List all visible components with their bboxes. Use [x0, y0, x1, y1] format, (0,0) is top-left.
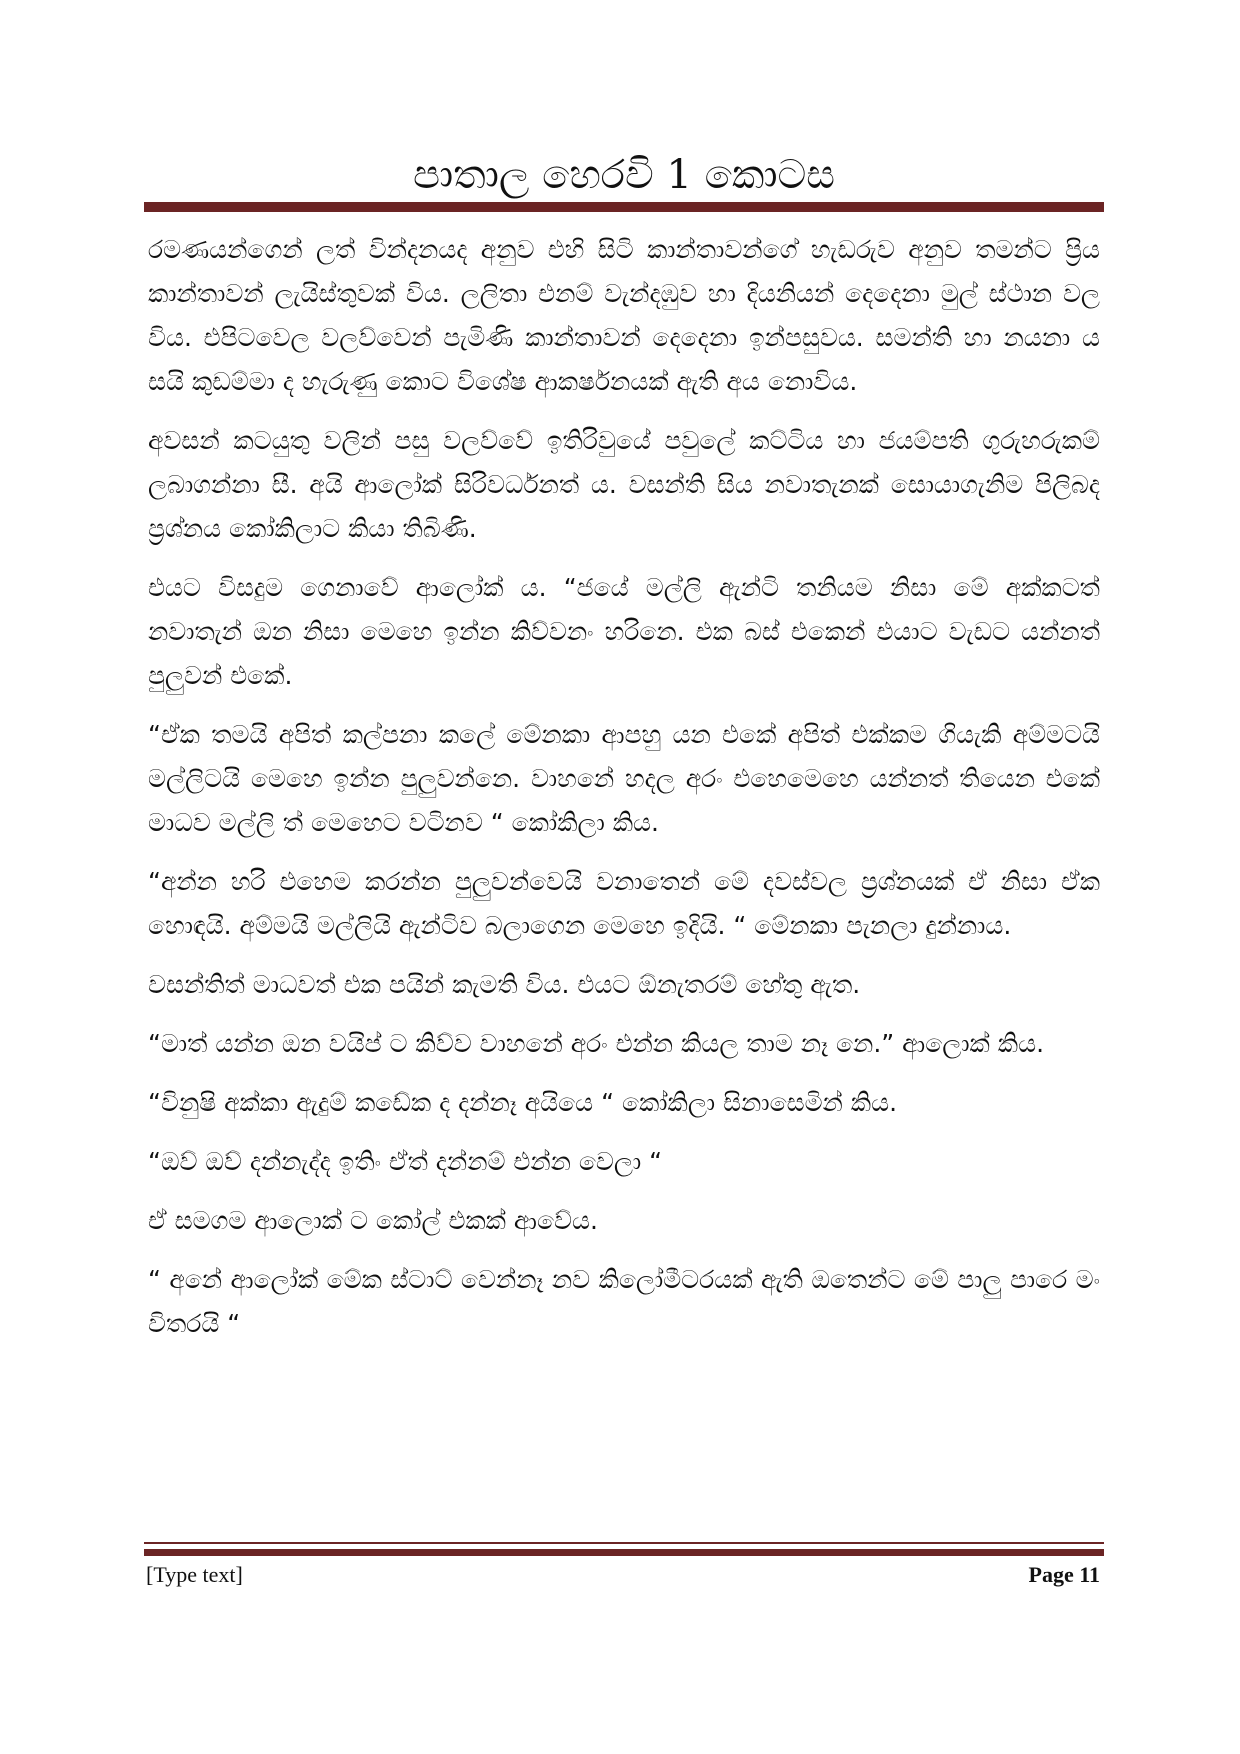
paragraph-7: “මාත් යන්න ඔන වයිප් ට කිව්ව වාහනේ අරං එන්න කියල තාම නෑ නෙ.” ආලොක් කිය.	[148, 1029, 1045, 1058]
header-rule	[144, 202, 1104, 212]
paragraph-1: රමණයන්ගෙන් ලත් වින්දනයද අනුව එහි සිටි කාන්තාවන්ගේ හැඩරුව අනුව තමන්ට ප්‍රිය කාන්තාවන් ලැයිස්තුවක් විය. ලලිතා එනම් වැන්දඹුව හා දියනියන් දෙදෙනා මුල් ස්ථාන වල විය. එපිටවෙල වලව්වෙන් පැමිණි කාන්තාවන් දෙදෙනා ඉන්පසුවය. සමන්ති හා නයනා ය සයි කුඩම්මා ද හැරුණු කොට විශේෂ ආකර්ෂනයක් ඇති අය නොවිය.	[148, 235, 1100, 396]
body-text	[148, 228, 1100, 1518]
paragraph-4: “ඒක තමයි අපිත් කල්පනා කලේ මේනකා ආපහු යන එකේ අපිත් එක්කම ගියැකි අම්මටයි මල්ලිටයි මෙහෙ ඉන්න පුලුවන්නෙ. වාහනේ හදල අරං එහෙමෙහෙ යන්නත් තියෙන එකේ මාධව මල්ලි ත් මෙහෙට වටිනව “ කෝකිලා කිය.	[148, 720, 1100, 837]
page-number: Page 11	[1028, 1562, 1100, 1587]
paragraph-6: වසන්තිත් මාධවත් එක පයින් කැමති විය. එයට ඕනැතරම් හේතු ඇත.	[148, 970, 861, 999]
paragraph-2: අවසන් කටයුතු වලින් පසු වලව්වේ ඉතිරිවුයේ පවුලේ කට්ටිය හා ජයම්පති ගුරුහරුකම් ලබාගන්නා සී. අයි ආලෝක් සිරිවර්ධනත් ය. වසන්ති සිය නවාතැනක් සොයාගැනිම පිලිබද ප්‍රශ්නය කෝකිලාට කියා තිබිණි.	[148, 426, 1100, 543]
footer-placeholder-text: [Type text]	[146, 1562, 243, 1587]
footer-rule-thick	[144, 1549, 1104, 1556]
paragraph-3: එයට විසදුම ගෙනාවේ ආලෝක් ය. “ජයේ මල්ලි ඇන්ටි තනියම නිසා මේ අක්කටත් නවාතැන් ඔන නිසා මෙහෙ ඉන්න කිව්වනං හරිනෙ. එක බස් එකෙන් එයාට වැඩට යන්නත් පුලුවන් එකේ.	[148, 573, 1100, 690]
paragraph-9: “ඔව් ඔව් දන්නැද්ද ඉතිං ඒත් දන්නම් එන්න වෙලා “	[148, 1147, 663, 1176]
paragraph-11: “ අනේ ආලෝක් මේක ස්ටාට් වෙන්නෑ නව කිලෝමීටරයක් ඇති ඔතෙන්ට මේ පාලු පාරෙ මං විතරයි “	[148, 1265, 1100, 1338]
page-title: පාතාල හෙරවි 1 කොටස	[412, 152, 836, 198]
footer-rule-thin	[144, 1542, 1104, 1544]
page-header	[144, 150, 1104, 200]
paragraph-5: “අන්න හරි එහෙම කරන්න පුලුවන්වෙයි වනාතෙන් මේ දවස්වල ප්‍රශ්නයක් ඒ නිසා ඒක හොඳයි. අම්මයි මල්ලියි ඇන්ටිව බලාගෙන මෙහෙ ඉදියි. “ මේනකා පැනලා දුන්නාය.	[148, 867, 1100, 940]
paragraph-8: “විනුෂි අක්කා ඇදුම් කඩේක ද දන්නෑ අයියෙ “ කෝකිලා සිනාසෙමින් කිය.	[148, 1088, 898, 1117]
paragraph-10: ඒ සමගම ආලොක් ට කෝල් එකක් ආවේය.	[148, 1206, 598, 1235]
